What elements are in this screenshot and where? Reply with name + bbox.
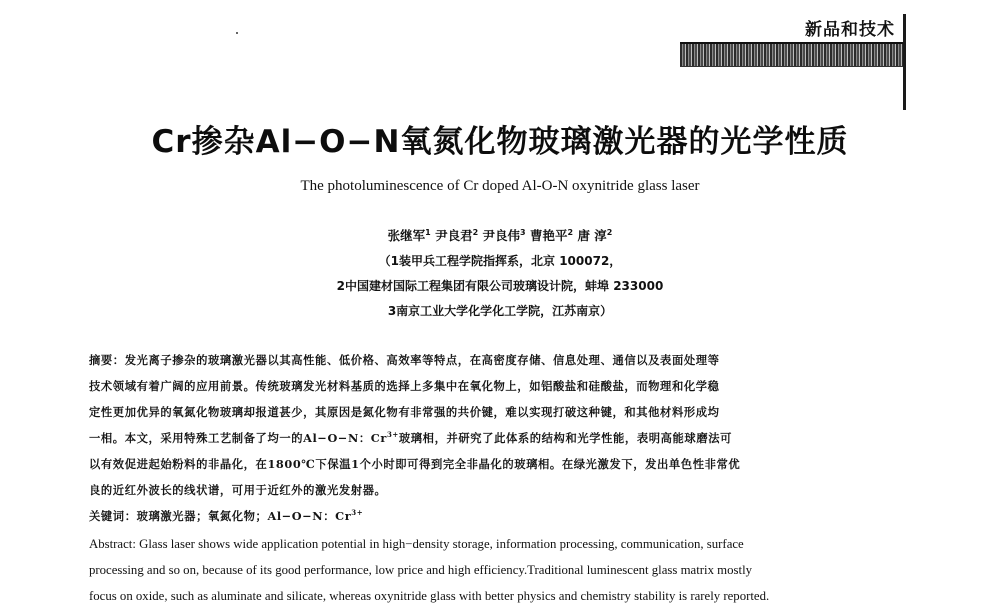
abstract-en-line: processing and so on, because of its good performance, low price and high efficiency.Traditional luminescent glass matrix mostly — [89, 563, 753, 577]
author-affil-mark: 2 — [472, 227, 479, 237]
section-header-bar — [680, 42, 904, 67]
section-header-label: 新品和技术 — [805, 20, 895, 40]
author-name: 尹良伟 — [482, 228, 521, 243]
abstract-cn-line — [89, 430, 911, 446]
abstract-cn-line: 技术领域有着广阔的应用前景。传统玻璃发光材料基质的选择上多集中在氧化物上，如铝酸盐和硅酸盐，而物理和化学稳 — [89, 379, 720, 393]
scan-speck — [236, 32, 238, 34]
paper-subtitle-english: The photoluminescence of Cr doped Al-O-N oxynitride glass laser — [300, 178, 700, 194]
author-name: 曹艳平 — [529, 228, 568, 243]
author-affil-mark: 1 — [425, 227, 431, 237]
abstract-cn-text: 一相。本文，采用特殊工艺制备了均一的Al−O−N：Cr — [89, 431, 387, 445]
abstract-en-line: Abstract: Glass laser shows wide application potential in high−density storage, information processing, communication, surface — [89, 537, 744, 551]
author-name: 尹良君 — [435, 228, 473, 243]
author-affil-mark: 2 — [567, 227, 574, 237]
author-affil-mark: 2 — [606, 227, 613, 237]
ion-charge: 3+ — [386, 430, 399, 440]
abstract-cn-text: 玻璃相，并研究了此体系的结构和光学性能，表明高能球磨法可 — [398, 431, 733, 445]
author-name: 唐 淳 — [577, 228, 607, 243]
keywords-text: 关键词：玻璃激光器；氧氮化物；Al−O−N：Cr — [89, 509, 352, 523]
ion-charge: 3+ — [351, 508, 364, 518]
paper-title: Cr掺杂Al−O−N氧氮化物玻璃激光器的光学性质 — [151, 124, 849, 160]
abstract-cn-line: 定性更加优异的氧氮化物玻璃却报道甚少，其原因是氮化物有非常强的共价键，难以实现打破这种键，和其他材料形成均 — [89, 405, 720, 419]
author-name: 张继军 — [387, 228, 426, 243]
affiliation-line: 2中国建材国际工程集团有限公司玻璃设计院，蚌埠 233000 — [336, 279, 664, 293]
author-list — [0, 226, 1000, 244]
keywords-line — [89, 508, 911, 524]
author-affil-mark: 3 — [520, 227, 526, 237]
abstract-cn-line: 以有效促进起始粉料的非晶化，在1800℃下保温1个小时即可得到完全非晶化的玻璃相。在绿光激发下，发出单色性非常优 — [89, 457, 741, 471]
abstract-en-line: focus on oxide, such as aluminate and silicate, whereas oxynitride glass with better physics and chemistry stability is rarely reported. — [89, 589, 770, 603]
affiliation-line: 3南京工业大学化学化工学院，江苏南京） — [387, 304, 613, 318]
abstract-cn-line: 摘要：发光离子掺杂的玻璃激光器以其高性能、低价格、高效率等特点，在高密度存储、信息处理、通信以及表面处理等 — [89, 353, 720, 367]
abstract-cn-line: 良的近红外波长的线状谱，可用于近红外的激光发射器。 — [89, 483, 387, 497]
affiliation-line: （1装甲兵工程学院指挥系，北京 100072， — [378, 254, 622, 268]
header-vertical-rule — [903, 14, 906, 110]
